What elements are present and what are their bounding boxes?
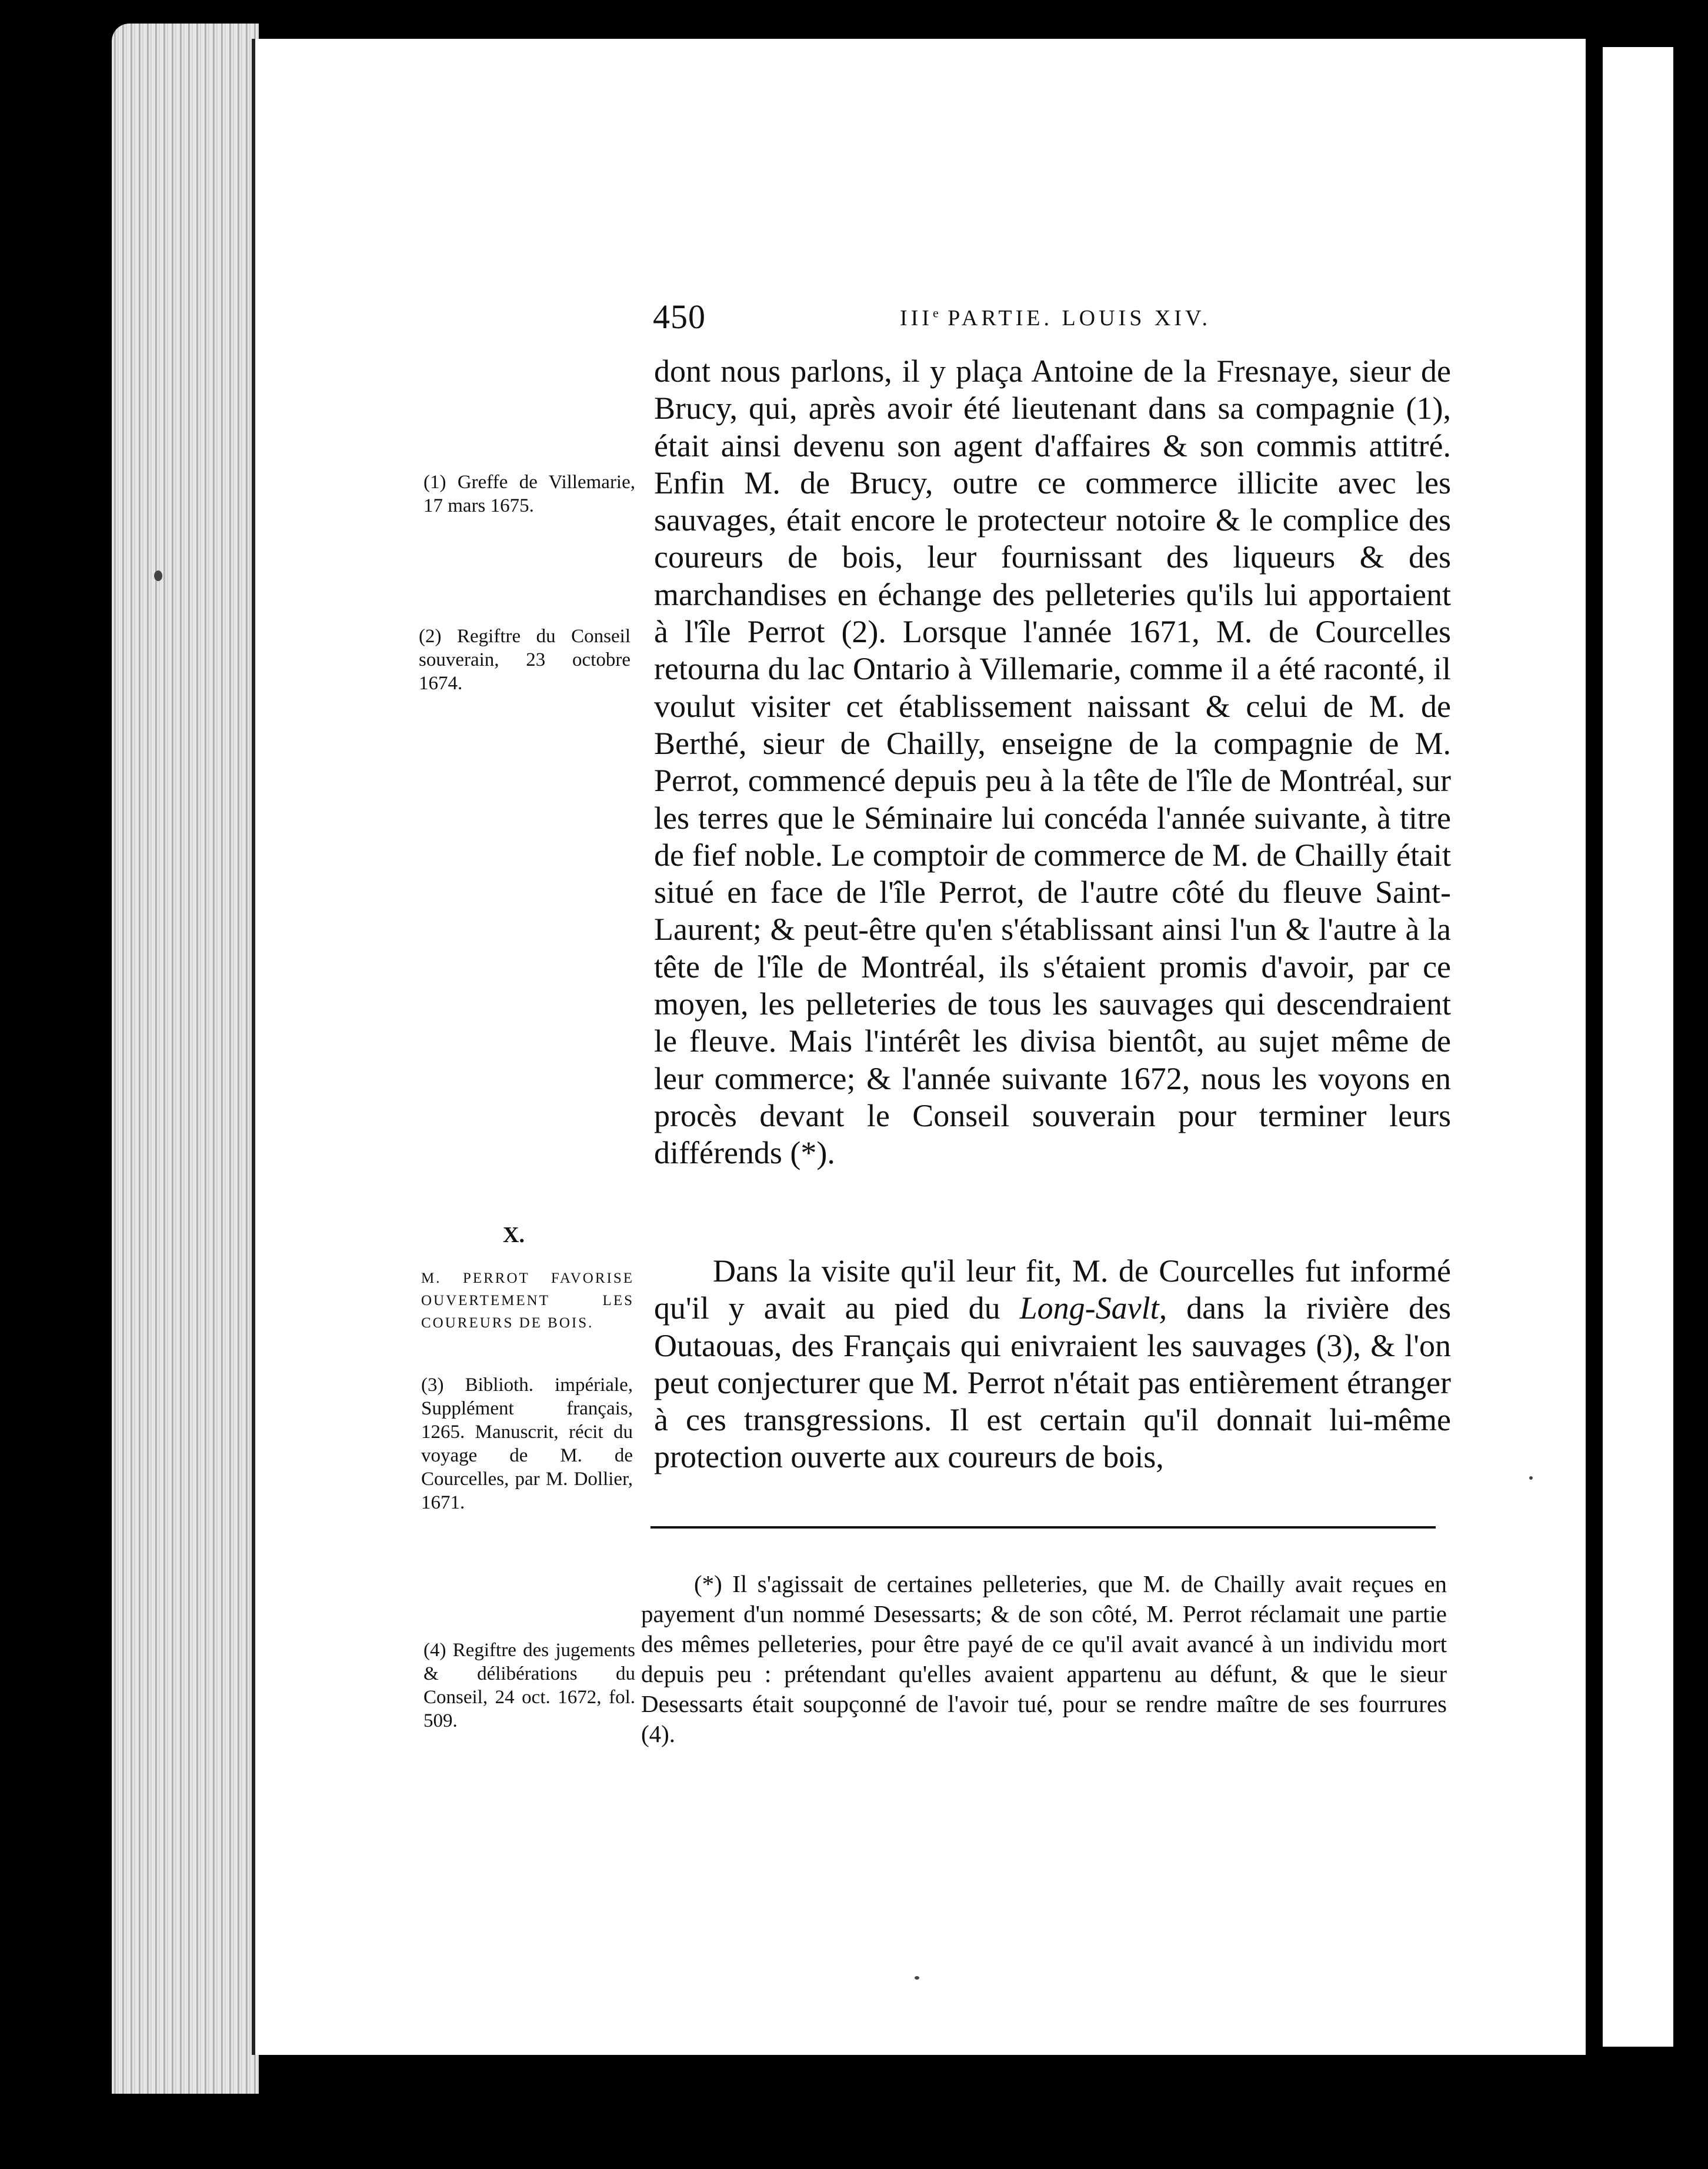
footnote-text: (*) Il s'agissait de certaines pelleteries, que M. de Chailly avait reçues en payement d'un nommé Desessarts; & de son côté, M. Perrot réclamait une partie des mêmes pelleteries, pour être payé de ce qu'il avait avancé à un individu mort depuis peu : prétendant qu'elles avaient appartenu au défunt, & que le sieur Desessarts était soupçonné de l'avoir tué, pour se rendre maître de ses fourrures (4).	[641, 1570, 1447, 1747]
page-number: 450	[653, 298, 706, 336]
section-title: M. PERROT FAVORISE OUVERTEMENT LES COUREURS DE BOIS.	[421, 1270, 634, 1331]
margin-note-4: (4) Regiftre des jugements & délibérations du Conseil, 24 oct. 1672, fol. 509.	[423, 1640, 635, 1731]
scan-speck	[154, 570, 162, 581]
paragraph-text: dont nous parlons, il y plaça Antoine de la Fresnaye, sieur de Brucy, qui, après avoir été lieutenant dans sa compagnie (1), était ainsi devenu son agent d'affaires & son commis attitré. Enfin M. de Brucy, outre ce commerce illicite avec les sauvages, était encore le protecteur notoire & le complice des coureurs de bois, leur fournissant des liqueurs & des marchandises en échange des pelleteries qu'ils lui apportaient à l'île Perrot (2). Lorsque l'année 1671, M. de Courcelles retourna du lac Ontario à Villemarie, comme il a été raconté, il voulut visiter cet établissement naissant & celui de M. de Berthé, sieur de Chailly, enseigne de la compagnie de M. Perrot, commencé depuis peu à la tête de l'île de Montréal, sur les terres que le Séminaire lui concéda l'année suivante, à titre de fief noble. Le comptoir de commerce de M. de Chailly était situé en face de l'île Perrot, de l'autre côté du fleuve Saint-Laurent; & peut-être qu'en s'établissant ainsi l'un & l'autre à la tête de l'île de Montréal, ils s'étaient promis d'avoir, par ce moyen, les pelleteries de tous les sauvages qui descendraient le fleuve. Mais l'intérêt les divisa bientôt, au sujet même de leur commerce; & l'année suivante 1672, nous les voyons en procès devant le Conseil souverain pour terminer leurs différends (*).	[654, 353, 1451, 1171]
running-header	[653, 297, 1229, 338]
facing-page-edge	[1603, 47, 1673, 2047]
part-superscript: e	[932, 305, 939, 321]
book-page-edges	[112, 24, 259, 2094]
paragraph-text-b: dans la rivière des Outaouas, des Français qui enivraient les sauvages (3), & l'on peut conjecturer que M. Perrot n'était pas entièrement étranger à ces transgressions. Il est certain qu'il donnait lui-même protection ouverte aux coureurs de bois,	[654, 1290, 1451, 1475]
section-number: X.	[503, 1223, 525, 1247]
margin-note-2: (2) Regiftre du Conseil souverain, 23 octobre 1674.	[419, 626, 631, 694]
place-name-italic: Long-Savlt,	[1019, 1290, 1167, 1326]
running-title-text: PARTIE. LOUIS XIV.	[938, 306, 1211, 331]
part-numeral: III	[900, 306, 933, 331]
footnote-rule	[650, 1526, 1436, 1529]
margin-note-1: (1) Greffe de Villemarie, 17 mars 1675.	[423, 472, 635, 516]
footnote	[641, 1569, 1447, 1749]
paragraph-text	[654, 1253, 1451, 1476]
body-paragraph-2	[654, 1253, 1451, 1476]
scan-speck	[915, 1976, 919, 1980]
running-title	[900, 305, 1211, 331]
scan-speck	[1529, 1476, 1533, 1480]
body-paragraph-1	[654, 353, 1451, 1172]
paragraph-text-a: Dans la visite qu'il leur fit, M. de Courcelles fut informé qu'il y avait au pied du	[654, 1253, 1451, 1326]
margin-note-3: (3) Biblioth. impériale, Supplément français, 1265. Manuscrit, récit du voyage de M. de Courcelles, par M. Dollier, 1671.	[421, 1374, 633, 1513]
